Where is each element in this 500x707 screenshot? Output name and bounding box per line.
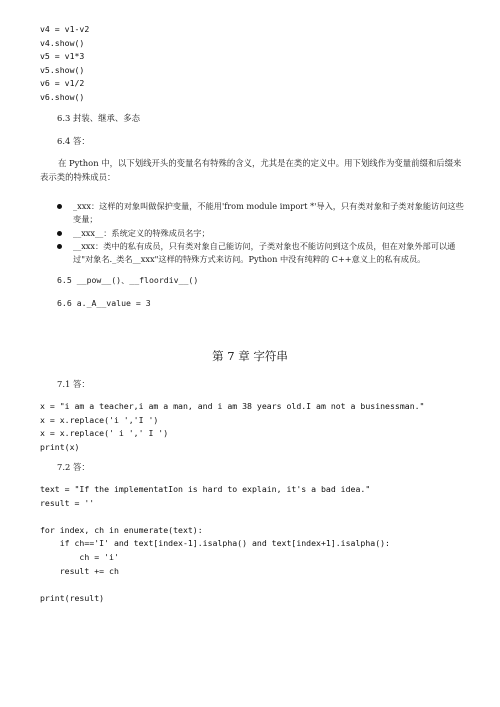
section-7-2: 7.2 答：	[57, 462, 90, 472]
section-6-6: 6.6 a._A__value = 3	[57, 298, 151, 308]
section-6-5: 6.5 __pow__()、__floordiv__()	[57, 275, 199, 285]
section-7-1: 7.1 答：	[57, 379, 90, 389]
bullet-private	[57, 240, 467, 267]
bullet-protected	[57, 200, 467, 227]
bullet-text: __xxx__：系统定义的特殊成员名字；	[73, 228, 210, 238]
code-block-replace: x = "i am a teacher,i am a man, and i am 38 years old.I am not a businessman." x = x.replace('i ','I ') x = x.replace(' i ',' I ') print(x)	[40, 401, 425, 452]
bullet-dot-icon	[57, 244, 62, 249]
bullet-text: _xxx：这样的对象叫做保护变量，不能用'from module import *'导入，只有类对象和子类对象能访问这些变量；	[73, 201, 464, 225]
bullet-text: __xxx：类中的私有成员，只有类对象自己能访问，子类对象也不能访问到这个成员，但在对象外部可以通过"对象名._类名__xxx"这样的特殊方式来访问。Python 中没有纯粹的 C++意义上的私有成员。	[73, 241, 456, 265]
bullet-dot-icon	[57, 231, 62, 236]
bullet-dot-icon	[57, 204, 62, 209]
code-block-enumerate: text = "If the implementatIon is hard to explain, it's a bad idea." result = '' for index, ch in enumerate(text): if ch=='I' and text[index-1].isalpha() and text[index+1].isalpha(): ch = 'i' result += ch print(result)	[40, 484, 390, 603]
section-6-3: 6.3 封装、继承、多态	[57, 113, 140, 123]
code-block-vector-ops: v4 = v1-v2 v4.show() v5 = v1*3 v5.show() v6 = v1/2 v6.show()	[40, 24, 90, 102]
section-6-4: 6.4 答：	[57, 136, 90, 146]
chapter-title: 第 7 章 字符串	[212, 349, 288, 363]
intro-paragraph: 在 Python 中，以下划线开头的变量名有特殊的含义，尤其是在类的定义中。用下划线作为变量前缀和后缀来表示类的特殊成员：	[40, 158, 462, 182]
bullet-special	[57, 227, 467, 240]
